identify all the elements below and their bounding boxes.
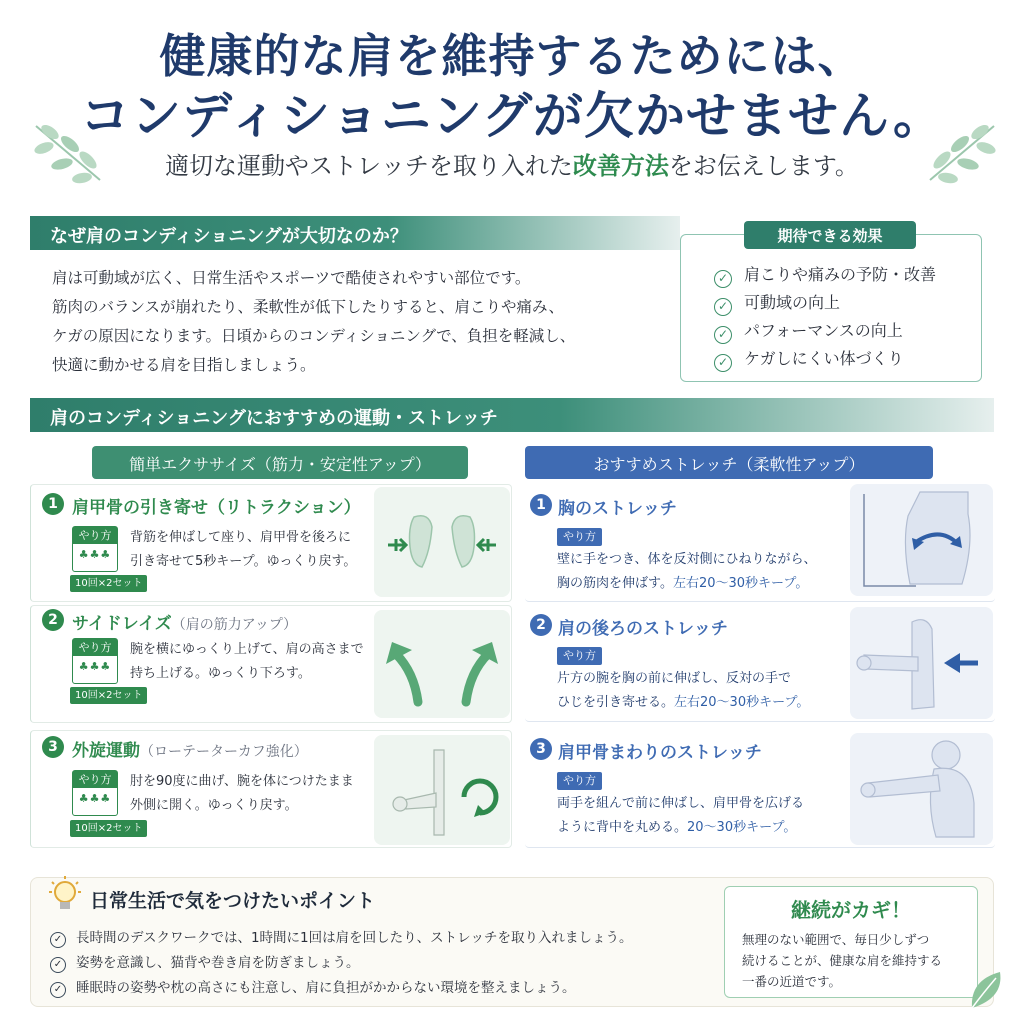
page-title-line1: 健康的な肩を維持するためには、 xyxy=(159,29,865,83)
how-to-badge: やり方 xyxy=(557,528,602,546)
exercise-title xyxy=(72,736,308,761)
desc-line: 背筋を伸ばして座り、肩甲骨を後ろに xyxy=(130,530,352,545)
how-to-badge xyxy=(72,526,118,572)
hold-time: 左右20〜30秒キープ。 xyxy=(674,695,810,710)
effect-item xyxy=(714,290,840,316)
desc-text: 胸の筋肉を伸ばす。 xyxy=(557,576,673,591)
effect-label: 肩こりや痛みの予防・改善 xyxy=(744,265,937,284)
exercise-subtitle: （肩の筋力アップ） xyxy=(171,617,297,633)
effect-item xyxy=(714,262,936,288)
check-icon: ✓ xyxy=(714,270,732,288)
how-to-badge: やり方 xyxy=(557,772,602,790)
exercise-subtitle: （リトラクション） xyxy=(208,498,361,518)
stretch-title: 肩の後ろのストレッチ xyxy=(558,619,728,639)
step-number: 3 xyxy=(42,736,64,758)
desc-line: 外側に開く。ゆっくり戻す。 xyxy=(130,798,298,813)
retraction-illustration xyxy=(374,487,510,597)
why-text-line: ケガの原因になります。日頃からのコンディショニングで、負担を軽減し、 xyxy=(52,327,576,345)
step-number: 2 xyxy=(42,609,64,631)
stretch-description xyxy=(557,548,816,596)
subtitle-post: をお伝えします。 xyxy=(668,152,859,180)
subtitle-pre: 適切な運動やストレッチを取り入れた xyxy=(165,152,573,180)
wall-stretch-icon xyxy=(850,484,993,596)
desc-line xyxy=(557,572,816,596)
how-to-badge xyxy=(72,770,118,816)
why-text-line: 肩は可動域が広く、日常生活やスポーツで酷使されやすい部位です。 xyxy=(52,269,531,287)
external-rotation-illustration xyxy=(374,735,510,845)
desc-line: 両手を組んで前に伸ばし、肩甲骨を広げる xyxy=(557,796,805,811)
sets-badge: 10回×2セット xyxy=(70,687,147,704)
figures-icon: ♣♣♣ xyxy=(78,792,112,805)
chest-stretch-illustration xyxy=(850,484,993,596)
leaf-branch-left-icon xyxy=(28,118,108,188)
step-number: 1 xyxy=(530,494,552,516)
desc-line: 持ち上げる。ゆっくり下ろす。 xyxy=(130,666,311,681)
desc-line: 片方の腕を胸の前に伸ばし、反対の手で xyxy=(557,671,792,686)
desc-line xyxy=(557,816,804,840)
exercise-title-text: 肩甲骨の引き寄せ xyxy=(72,498,208,518)
exercise-title-text: サイドレイズ xyxy=(72,614,172,634)
side-raise-illustration xyxy=(374,610,510,718)
figures-icon: ♣♣♣ xyxy=(78,660,112,673)
check-icon: ✓ xyxy=(714,298,732,316)
keep-going-line: 無理のない範囲で、毎日少しずつ xyxy=(742,932,930,947)
sets-badge: 10回×2セット xyxy=(70,820,147,837)
effect-label: 可動域の向上 xyxy=(744,293,841,312)
exercise-title xyxy=(72,493,361,518)
exercise-title-text: 外旋運動 xyxy=(72,741,140,761)
tip-text: 長時間のデスクワークでは、1時間に1回は肩を回したり、ストレッチを取り入れましょう。 xyxy=(76,930,633,946)
tip-text: 睡眠時の姿勢や枕の高さにも注意し、肩に負担がかからない環境を整えましょう。 xyxy=(76,980,576,996)
step-number: 2 xyxy=(530,614,552,636)
subtitle xyxy=(0,146,1024,181)
recommend-section-heading: 肩のコンディショニングにおすすめの運動・ストレッチ xyxy=(30,398,994,432)
figures-icon: ♣♣♣ xyxy=(78,548,112,561)
raise-arrows-icon xyxy=(374,610,510,718)
tip-item xyxy=(50,976,576,998)
step-number: 1 xyxy=(42,493,64,515)
tips-heading: 日常生活で気をつけたいポイント xyxy=(90,890,376,912)
exercise-title xyxy=(72,609,297,634)
effect-label: ケガしにくい体づくり xyxy=(744,349,904,368)
rounded-back-icon xyxy=(850,733,993,845)
sets-badge: 10回×2セット xyxy=(70,575,147,592)
check-icon: ✓ xyxy=(714,326,732,344)
stretch-title: 肩甲骨まわりのストレッチ xyxy=(558,743,762,763)
desc-text: ように背中を丸める。 xyxy=(557,820,688,835)
stretch-title: 胸のストレッチ xyxy=(558,499,677,519)
hold-time: 左右20〜30秒キープ。 xyxy=(672,576,809,591)
arm-across-icon xyxy=(850,607,993,719)
step-number: 3 xyxy=(530,738,552,760)
check-icon: ✓ xyxy=(50,982,66,998)
shoulder-blade-icon xyxy=(374,487,510,597)
subtitle-highlight: 改善方法 xyxy=(572,152,669,180)
leaf-branch-right-icon xyxy=(922,118,1002,188)
keep-going-line: 続けることが、健康な肩を維持する xyxy=(742,953,943,968)
how-to-label: やり方 xyxy=(73,771,117,788)
scapula-stretch-illustration xyxy=(850,733,993,845)
why-text-line: 筋肉のバランスが崩れたり、柔軟性が低下したりすると、肩こりや痛み、 xyxy=(52,298,564,316)
exercise-description xyxy=(130,638,364,686)
page-title-line2: コンディショニングが欠かせません。 xyxy=(80,86,944,145)
desc-line: 腕を横にゆっくり上げて、肩の高さまで xyxy=(130,642,364,657)
effect-item xyxy=(714,318,903,344)
leaf-icon xyxy=(966,968,1006,1012)
rotation-icon xyxy=(374,735,510,845)
desc-line: 肘を90度に曲げ、腕を体につけたまま xyxy=(130,774,354,789)
how-to-label: やり方 xyxy=(73,527,117,544)
check-icon: ✓ xyxy=(50,957,66,973)
check-icon: ✓ xyxy=(714,354,732,372)
keep-going-heading: 継続がカギ！ xyxy=(791,898,911,922)
effect-item xyxy=(714,346,904,372)
desc-line: 引き寄せて5秒キープ。ゆっくり戻す。 xyxy=(130,554,357,569)
desc-line: 壁に手をつき、体を反対側にひねりながら、 xyxy=(557,552,817,567)
how-to-badge xyxy=(72,638,118,684)
exercise-description xyxy=(130,526,356,574)
check-icon: ✓ xyxy=(50,932,66,948)
exercise-description xyxy=(130,770,354,818)
back-shoulder-stretch-illustration xyxy=(850,607,993,719)
stretch-description xyxy=(557,667,809,715)
tip-item xyxy=(50,926,633,948)
desc-line xyxy=(557,691,809,715)
why-section-heading: なぜ肩のコンディショニングが大切なのか？ xyxy=(30,216,680,250)
why-text-line: 快適に動かせる肩を目指しましょう。 xyxy=(52,356,316,374)
tip-text: 姿勢を意識し、猫背や巻き肩を防ぎましょう。 xyxy=(76,955,360,971)
effect-label: パフォーマンスの向上 xyxy=(744,321,903,340)
tip-item xyxy=(50,951,360,973)
desc-text: ひじを引き寄せる。 xyxy=(557,695,675,710)
keep-going-line: 一番の近道です。 xyxy=(742,974,842,989)
lightbulb-icon xyxy=(48,874,82,916)
how-to-badge: やり方 xyxy=(557,647,602,665)
stretches-heading: おすすめストレッチ（柔軟性アップ） xyxy=(525,446,933,479)
exercise-subtitle: （ローテーターカフ強化） xyxy=(140,744,308,760)
hold-time: 20〜30秒キープ。 xyxy=(687,820,797,835)
exercises-heading: 簡単エクササイズ（筋力・安定性アップ） xyxy=(92,446,468,479)
effects-heading: 期待できる効果 xyxy=(744,221,916,249)
how-to-label: やり方 xyxy=(73,639,117,656)
stretch-description xyxy=(557,792,804,840)
